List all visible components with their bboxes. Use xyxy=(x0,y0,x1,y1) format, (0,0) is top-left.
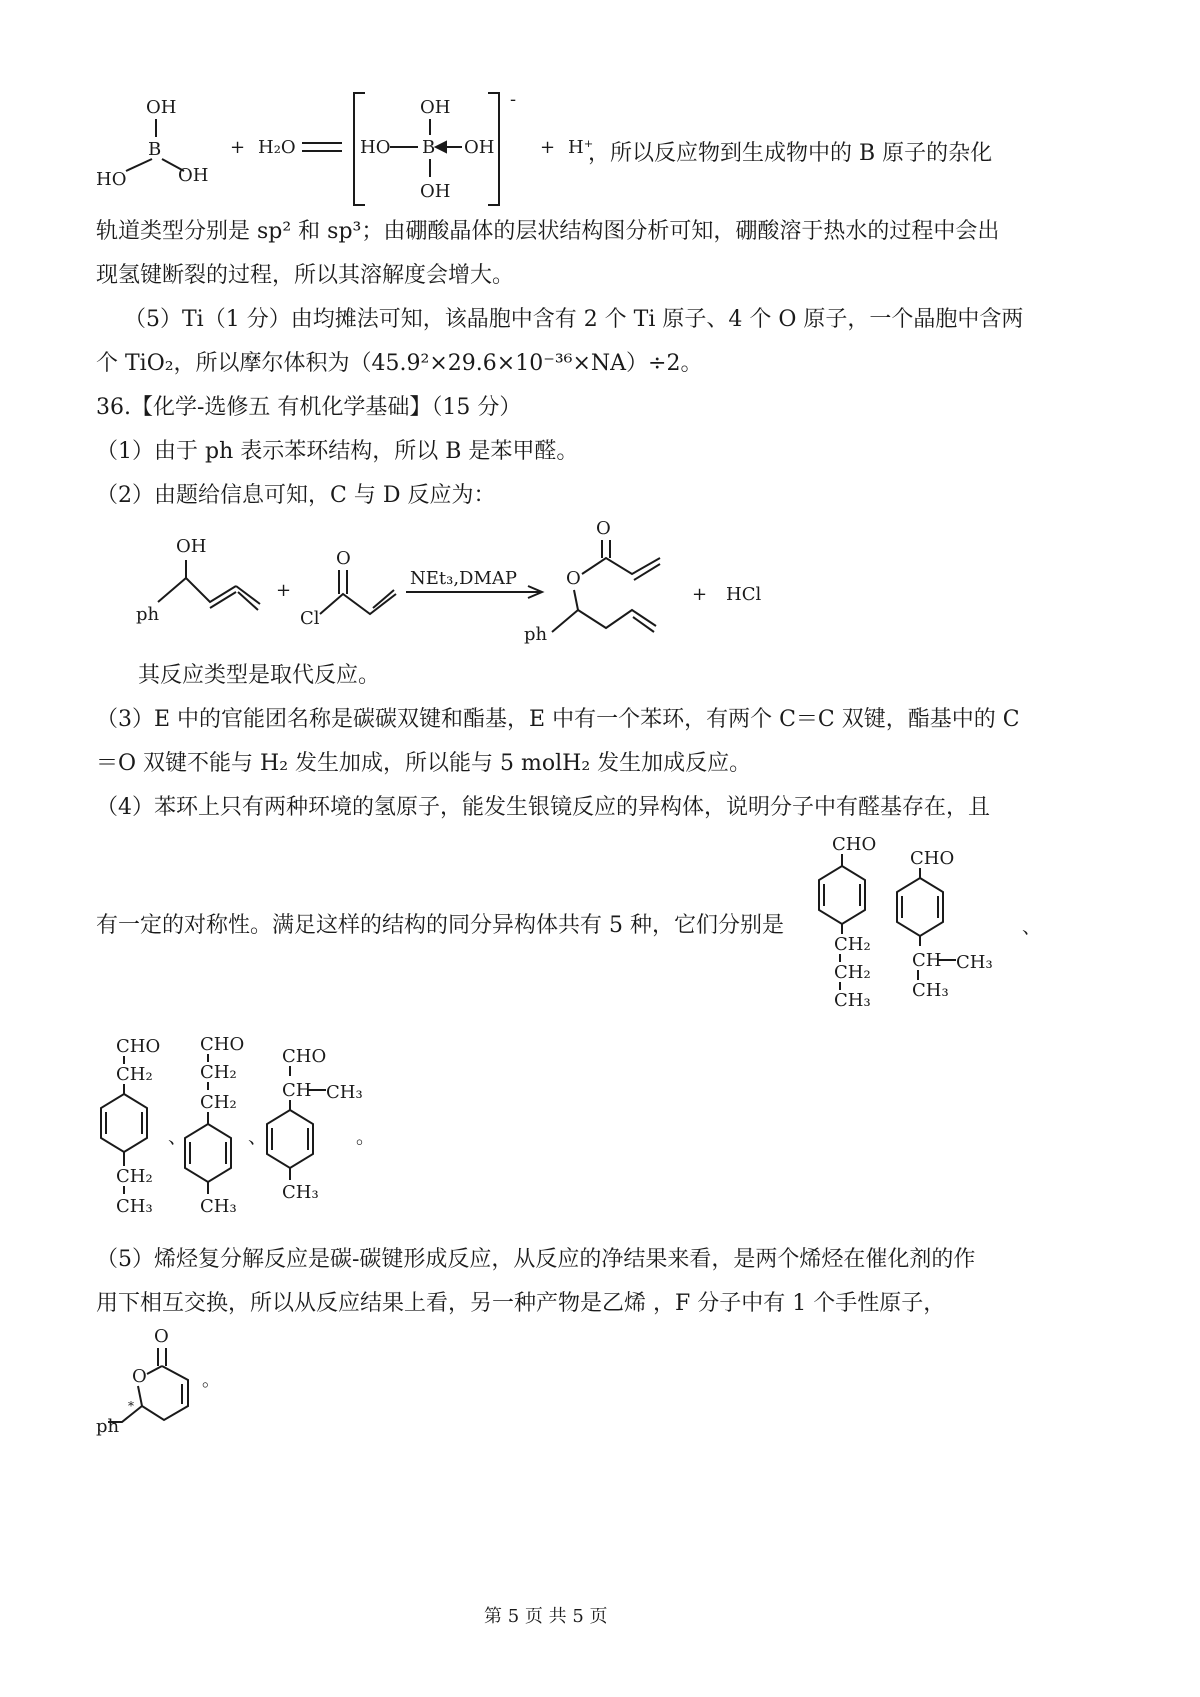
i2-ch3-bottom: CH₃ xyxy=(912,980,949,1001)
i2-ch3-right: CH₃ xyxy=(956,952,993,973)
r1-oh: OH xyxy=(176,536,207,557)
reactant-ho-left: HO xyxy=(96,169,127,190)
lactone-end: 。 xyxy=(202,1370,220,1391)
i3-ch2-b: CH₂ xyxy=(116,1166,153,1187)
text-line-11: （4）苯环上只有两种环境的氢原子，能发生银镜反应的异构体，说明分子中有醛基存在，且 xyxy=(96,795,991,820)
i3-ch3: CH₃ xyxy=(116,1196,153,1217)
charge-sign: - xyxy=(510,89,517,110)
i2-ch: CH xyxy=(912,950,942,971)
plus-sign: + xyxy=(230,137,246,158)
i5-cho: CHO xyxy=(282,1046,327,1067)
reactant-oh-right: OH xyxy=(178,165,209,186)
section-heading: 36.【化学-选修五 有机化学基础】（15 分） xyxy=(96,395,522,420)
text-line-9: （3）E 中的官能团名称是碳碳双键和酯基，E 中有一个苯环，有两个 C＝C 双键，酯基中的 C xyxy=(96,707,1020,732)
complex-oh-bottom: OH xyxy=(420,181,451,202)
text-line-6: （1）由于 ph 表示苯环结构，所以 B 是苯甲醛。 xyxy=(96,439,579,464)
r1-ph: ph xyxy=(136,604,160,625)
complex-b: B xyxy=(422,137,436,158)
lactone-star: * xyxy=(128,1399,134,1413)
i3-ch2-a: CH₂ xyxy=(116,1064,153,1085)
i5-ch3-right: CH₃ xyxy=(326,1082,363,1103)
text-line-12: 有一定的对称性。满足这样的结构的同分异构体共有 5 种，它们分别是 xyxy=(96,913,784,938)
esterification-reaction xyxy=(120,520,800,660)
i4-ch3: CH₃ xyxy=(200,1196,237,1217)
lactone-o-top: O xyxy=(154,1326,169,1347)
i4-ch2-b: CH₂ xyxy=(200,1092,237,1113)
text-line-8: 其反应类型是取代反应。 xyxy=(138,663,381,688)
isomer-1 xyxy=(810,832,890,1017)
text-line-4: 个 TiO₂，所以摩尔体积为（45.9²×29.6×10⁻³⁶×NA）÷2。 xyxy=(96,351,703,376)
text-line-10: ＝O 双键不能与 H₂ 发生加成，所以能与 5 molH₂ 发生加成反应。 xyxy=(96,751,752,776)
complex-oh-right: OH xyxy=(464,137,495,158)
proton: H⁺ xyxy=(568,137,594,158)
reactant-oh-top: OH xyxy=(146,97,177,118)
i4-ch2-a: CH₂ xyxy=(200,1062,237,1083)
i1-cho: CHO xyxy=(832,834,877,855)
lactone-o-ring: O xyxy=(132,1366,147,1387)
complex-ho: HO xyxy=(360,137,391,158)
plus-2: + xyxy=(692,584,708,605)
p-o-top: O xyxy=(596,518,611,539)
sep-1: 、 xyxy=(1022,916,1042,938)
text-line-7: （2）由题给信息可知，C 与 D 反应为： xyxy=(96,483,496,508)
plus-1: + xyxy=(276,580,292,601)
sep-3: 、 xyxy=(248,1126,268,1148)
isomer-3 xyxy=(96,1034,176,1234)
water: H₂O xyxy=(258,137,296,158)
text-line-1: 轨道类型分别是 sp² 和 sp³；由硼酸晶体的层状结构图分析可知，硼酸溶于热水的过程中会出 xyxy=(96,219,1000,244)
r2-o: O xyxy=(336,548,351,569)
p-o: O xyxy=(566,568,581,589)
text-line-13: （5）烯烃复分解反应是碳-碳键形成反应，从反应的净结果来看，是两个烯烃在催化剂的作 xyxy=(96,1247,976,1272)
i5-ch: CH xyxy=(282,1080,312,1101)
reagent-label: NEt₃,DMAP xyxy=(410,568,518,589)
i3-cho: CHO xyxy=(116,1036,161,1057)
lactone-ph: ph xyxy=(96,1416,120,1437)
complex-oh-top: OH xyxy=(420,97,451,118)
i5-ch3-bottom: CH₃ xyxy=(282,1182,319,1203)
reactant-b: B xyxy=(148,139,162,160)
sep-2: 、 xyxy=(168,1126,188,1148)
page-footer: 第 5 页 共 5 页 xyxy=(484,1606,608,1627)
i4-cho: CHO xyxy=(200,1034,245,1055)
i1-ch2-a: CH₂ xyxy=(834,934,871,955)
text-line-3: （5）Ti（1 分）由均摊法可知，该晶胞中含有 2 个 Ti 原子、4 个 O 原子，一个晶胞中含两 xyxy=(124,307,1024,332)
i1-ch3: CH₃ xyxy=(834,990,871,1011)
lactone-structure xyxy=(92,1322,252,1442)
text-line-14: 用下相互交换，所以从反应结果上看，另一种产物是乙烯 ，F 分子中有 1 个手性原子， xyxy=(96,1291,946,1316)
hcl: HCl xyxy=(726,584,762,605)
r2-cl: Cl xyxy=(300,608,320,629)
p-ph: ph xyxy=(524,624,548,645)
text-line-2: 现氢键断裂的过程，所以其溶解度会增大。 xyxy=(96,263,515,288)
plus-sign-2: + xyxy=(540,137,556,158)
isomer-2 xyxy=(888,846,998,1006)
boric-tail-text: ，所以反应物到生成物中的 B 原子的杂化 xyxy=(588,141,993,166)
isomer-end: 。 xyxy=(356,1126,376,1148)
i2-cho: CHO xyxy=(910,848,955,869)
i1-ch2-b: CH₂ xyxy=(834,962,871,983)
